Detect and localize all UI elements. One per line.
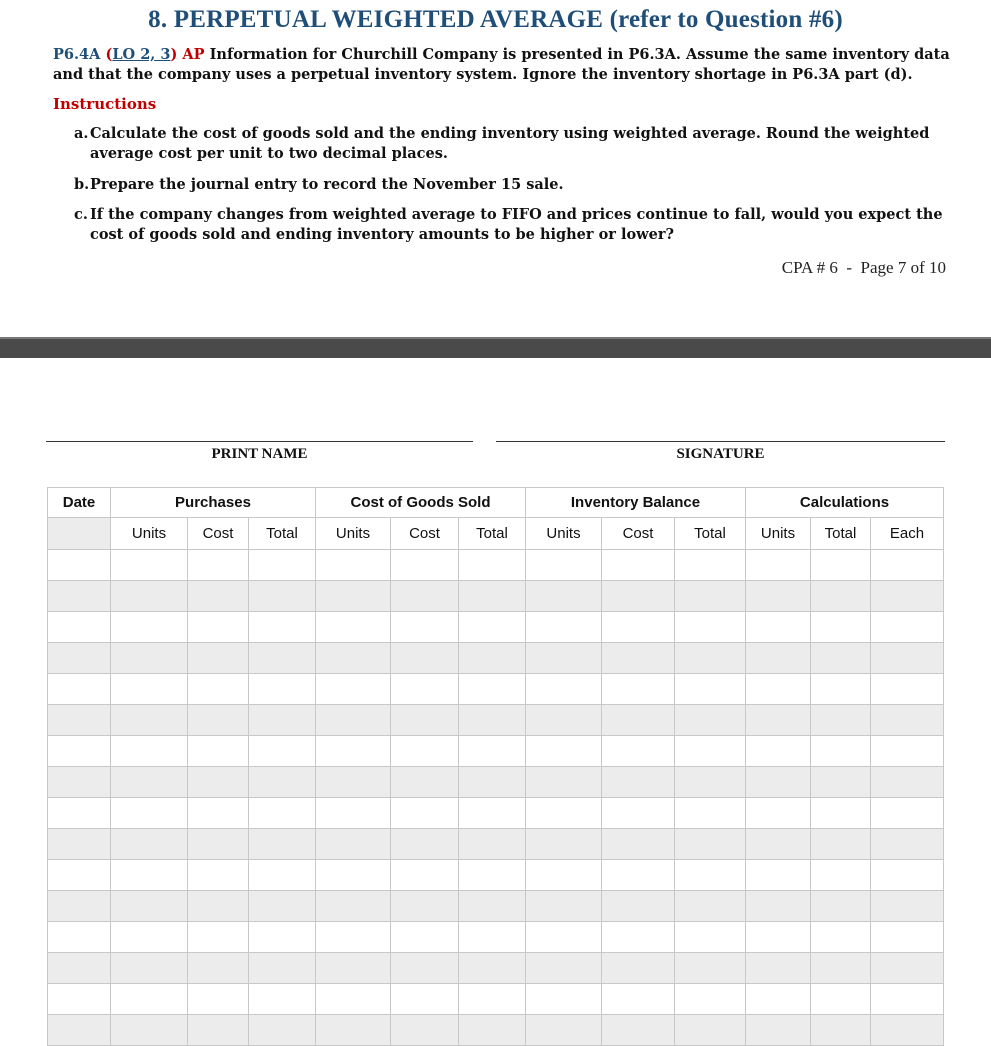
table-cell[interactable]	[249, 612, 316, 643]
table-cell[interactable]	[746, 550, 811, 581]
table-cell[interactable]	[188, 922, 249, 953]
table-cell[interactable]	[391, 643, 459, 674]
table-cell[interactable]	[746, 643, 811, 674]
table-cell[interactable]	[48, 705, 111, 736]
table-cell[interactable]	[811, 829, 871, 860]
page-divider-bar	[0, 337, 991, 358]
table-cell[interactable]	[675, 674, 746, 705]
inventory-total-header: Total	[675, 518, 746, 550]
table-cell[interactable]	[391, 581, 459, 612]
table-cell[interactable]	[249, 550, 316, 581]
table-cell[interactable]	[675, 550, 746, 581]
table-row	[48, 891, 944, 922]
table-cell[interactable]	[316, 550, 391, 581]
table-cell[interactable]	[391, 891, 459, 922]
table-cell[interactable]	[316, 612, 391, 643]
purchases-units-header: Units	[111, 518, 188, 550]
table-cell[interactable]	[526, 550, 602, 581]
table-cell[interactable]	[111, 1015, 188, 1046]
table-cell[interactable]	[602, 1015, 675, 1046]
table-cell[interactable]	[188, 767, 249, 798]
table-cell[interactable]	[459, 674, 526, 705]
inventory-balance-header: Inventory Balance	[526, 488, 746, 518]
table-cell[interactable]	[48, 798, 111, 829]
table-cell[interactable]	[316, 922, 391, 953]
date-header: Date	[48, 488, 111, 518]
table-cell[interactable]	[746, 984, 811, 1015]
table-cell[interactable]	[459, 1015, 526, 1046]
calculations-header: Calculations	[746, 488, 944, 518]
table-cell[interactable]	[316, 829, 391, 860]
table-cell[interactable]	[459, 891, 526, 922]
table-cell[interactable]	[111, 984, 188, 1015]
table-cell[interactable]	[675, 643, 746, 674]
purchases-total-header: Total	[249, 518, 316, 550]
table-cell[interactable]	[249, 736, 316, 767]
table-cell[interactable]	[48, 612, 111, 643]
table-cell[interactable]	[111, 860, 188, 891]
cogs-cost-header: Cost	[391, 518, 459, 550]
signature-label: SIGNATURE	[676, 446, 765, 462]
table-cell[interactable]	[316, 984, 391, 1015]
table-cell[interactable]	[871, 767, 944, 798]
table-cell[interactable]	[746, 953, 811, 984]
inventory-worksheet-table	[47, 487, 944, 1046]
table-cell[interactable]	[459, 922, 526, 953]
table-cell[interactable]	[111, 643, 188, 674]
table-cell[interactable]	[391, 767, 459, 798]
table-cell[interactable]	[675, 1015, 746, 1046]
table-cell[interactable]	[391, 829, 459, 860]
table-cell[interactable]	[316, 891, 391, 922]
calc-units-header: Units	[746, 518, 811, 550]
table-cell[interactable]	[526, 1015, 602, 1046]
table-cell[interactable]	[48, 643, 111, 674]
table-cell[interactable]	[602, 829, 675, 860]
table-cell[interactable]	[811, 550, 871, 581]
table-cell[interactable]	[811, 984, 871, 1015]
table-cell[interactable]	[811, 891, 871, 922]
page-reference: CPA # 6 - Page 7 of 10	[781, 258, 946, 277]
table-cell[interactable]	[391, 953, 459, 984]
table-cell[interactable]	[316, 581, 391, 612]
table-row	[48, 674, 944, 705]
table-cell[interactable]	[602, 581, 675, 612]
table-cell[interactable]	[391, 705, 459, 736]
table-cell[interactable]	[602, 891, 675, 922]
table-row	[48, 829, 944, 860]
table-cell[interactable]	[459, 550, 526, 581]
table-row	[48, 705, 944, 736]
table-cell[interactable]	[391, 674, 459, 705]
table-cell[interactable]	[249, 984, 316, 1015]
table-cell[interactable]	[675, 736, 746, 767]
table-cell[interactable]	[249, 953, 316, 984]
table-cell[interactable]	[526, 860, 602, 891]
table-cell[interactable]	[316, 705, 391, 736]
instruction-item-b	[74, 175, 944, 195]
table-cell[interactable]	[746, 705, 811, 736]
calc-total-header: Total	[811, 518, 871, 550]
table-row	[48, 736, 944, 767]
table-cell[interactable]	[602, 953, 675, 984]
table-cell[interactable]	[249, 922, 316, 953]
item-text: If the company changes from weighted average to FIFO and prices continue to fall, would you expect the cost of goods sold and ending inventory amounts to be higher or lower?	[90, 206, 943, 243]
table-cell[interactable]	[526, 674, 602, 705]
table-cell[interactable]	[526, 798, 602, 829]
table-cell[interactable]	[188, 736, 249, 767]
table-cell[interactable]	[391, 860, 459, 891]
print-name-label: PRINT NAME	[211, 446, 308, 462]
table-cell[interactable]	[249, 798, 316, 829]
table-cell[interactable]	[602, 550, 675, 581]
table-cell[interactable]	[526, 612, 602, 643]
learning-objective[interactable]: (LO 2, 3)	[105, 46, 178, 63]
table-cell[interactable]	[526, 736, 602, 767]
table-cell[interactable]	[249, 860, 316, 891]
table-cell[interactable]	[871, 674, 944, 705]
table-cell[interactable]	[871, 798, 944, 829]
table-row	[48, 581, 944, 612]
table-cell[interactable]	[459, 984, 526, 1015]
table-cell[interactable]	[111, 767, 188, 798]
calc-each-header: Each	[871, 518, 944, 550]
table-row	[48, 922, 944, 953]
table-cell[interactable]	[675, 984, 746, 1015]
table-cell[interactable]	[249, 705, 316, 736]
table-cell[interactable]	[459, 643, 526, 674]
table-cell[interactable]	[459, 767, 526, 798]
table-cell[interactable]	[391, 922, 459, 953]
cogs-units-header: Units	[316, 518, 391, 550]
table-cell[interactable]	[811, 860, 871, 891]
table-cell[interactable]	[602, 798, 675, 829]
table-cell[interactable]	[48, 860, 111, 891]
table-cell[interactable]	[391, 550, 459, 581]
table-cell[interactable]	[48, 829, 111, 860]
table-cell[interactable]	[459, 736, 526, 767]
table-cell[interactable]	[249, 643, 316, 674]
table-cell[interactable]	[675, 829, 746, 860]
table-cell[interactable]	[602, 612, 675, 643]
table-cell[interactable]	[871, 829, 944, 860]
table-cell[interactable]	[249, 581, 316, 612]
table-cell[interactable]	[48, 1015, 111, 1046]
table-cell[interactable]	[811, 798, 871, 829]
table-cell[interactable]	[188, 984, 249, 1015]
table-cell[interactable]	[675, 860, 746, 891]
table-cell[interactable]	[188, 953, 249, 984]
date-subheader-cell	[48, 518, 111, 550]
table-cell[interactable]	[391, 984, 459, 1015]
table-cell[interactable]	[459, 581, 526, 612]
table-cell[interactable]	[316, 736, 391, 767]
table-cell[interactable]	[188, 705, 249, 736]
table-cell[interactable]	[746, 798, 811, 829]
table-row	[48, 798, 944, 829]
signature-line[interactable]	[496, 441, 945, 442]
table-cell[interactable]	[459, 798, 526, 829]
table-cell[interactable]	[188, 860, 249, 891]
table-cell[interactable]	[811, 953, 871, 984]
item-label: b.	[74, 176, 90, 193]
table-cell[interactable]	[871, 891, 944, 922]
table-cell[interactable]	[188, 612, 249, 643]
table-cell[interactable]	[391, 798, 459, 829]
table-cell[interactable]	[746, 922, 811, 953]
inventory-units-header: Units	[526, 518, 602, 550]
table-cell[interactable]	[526, 953, 602, 984]
table-cell[interactable]	[871, 550, 944, 581]
table-row	[48, 643, 944, 674]
instruction-item-c	[74, 205, 944, 245]
table-group-header	[48, 488, 944, 518]
cogs-total-header: Total	[459, 518, 526, 550]
table-cell[interactable]	[811, 1015, 871, 1046]
table-row	[48, 953, 944, 984]
table-cell[interactable]	[316, 643, 391, 674]
table-cell[interactable]	[459, 612, 526, 643]
table-cell[interactable]	[48, 674, 111, 705]
table-cell[interactable]	[316, 953, 391, 984]
table-cell[interactable]	[811, 674, 871, 705]
item-label: a.	[74, 125, 89, 142]
table-cell[interactable]	[526, 984, 602, 1015]
table-cell[interactable]	[811, 705, 871, 736]
table-cell[interactable]	[111, 891, 188, 922]
table-cell[interactable]	[811, 736, 871, 767]
table-cell[interactable]	[675, 612, 746, 643]
table-cell[interactable]	[871, 643, 944, 674]
table-cell[interactable]	[316, 674, 391, 705]
table-cell[interactable]	[249, 767, 316, 798]
table-cell[interactable]	[111, 612, 188, 643]
table-cell[interactable]	[316, 798, 391, 829]
table-cell[interactable]	[871, 1015, 944, 1046]
table-cell[interactable]	[602, 984, 675, 1015]
table-cell[interactable]	[391, 736, 459, 767]
table-cell[interactable]	[675, 581, 746, 612]
table-cell[interactable]	[526, 891, 602, 922]
table-cell[interactable]	[48, 922, 111, 953]
table-cell[interactable]	[316, 767, 391, 798]
table-cell[interactable]	[48, 767, 111, 798]
table-cell[interactable]	[111, 736, 188, 767]
table-cell[interactable]	[48, 550, 111, 581]
table-cell[interactable]	[746, 1015, 811, 1046]
table-cell[interactable]	[48, 984, 111, 1015]
table-cell[interactable]	[526, 922, 602, 953]
table-cell[interactable]	[675, 705, 746, 736]
problem-statement	[53, 45, 953, 85]
table-cell[interactable]	[111, 550, 188, 581]
table-cell[interactable]	[459, 705, 526, 736]
table-cell[interactable]	[111, 674, 188, 705]
table-cell[interactable]	[188, 674, 249, 705]
table-cell[interactable]	[188, 643, 249, 674]
table-cell[interactable]	[526, 829, 602, 860]
table-row	[48, 612, 944, 643]
table-cell[interactable]	[188, 891, 249, 922]
table-cell[interactable]	[249, 1015, 316, 1046]
table-cell[interactable]	[188, 1015, 249, 1046]
table-cell[interactable]	[526, 767, 602, 798]
table-cell[interactable]	[602, 705, 675, 736]
table-cell[interactable]	[746, 860, 811, 891]
inventory-cost-header: Cost	[602, 518, 675, 550]
table-cell[interactable]	[746, 767, 811, 798]
item-label: c.	[74, 206, 88, 223]
table-cell[interactable]	[746, 674, 811, 705]
table-cell[interactable]	[111, 798, 188, 829]
table-cell[interactable]	[459, 829, 526, 860]
item-text: Prepare the journal entry to record the November 15 sale.	[90, 176, 564, 193]
table-cell[interactable]	[188, 829, 249, 860]
table-cell[interactable]	[111, 829, 188, 860]
problem-code: P6.4A	[53, 46, 101, 63]
table-cell[interactable]	[48, 953, 111, 984]
table-cell[interactable]	[111, 581, 188, 612]
table-cell[interactable]	[811, 612, 871, 643]
table-cell[interactable]	[871, 705, 944, 736]
table-cell[interactable]	[48, 581, 111, 612]
table-cell[interactable]	[746, 829, 811, 860]
table-cell[interactable]	[48, 736, 111, 767]
table-cell[interactable]	[249, 829, 316, 860]
table-cell[interactable]	[602, 643, 675, 674]
table-cell[interactable]	[746, 891, 811, 922]
table-cell[interactable]	[811, 767, 871, 798]
purchases-header: Purchases	[111, 488, 316, 518]
table-cell[interactable]	[746, 736, 811, 767]
cogs-header: Cost of Goods Sold	[316, 488, 526, 518]
table-cell[interactable]	[249, 891, 316, 922]
table-cell[interactable]	[871, 612, 944, 643]
table-cell[interactable]	[675, 922, 746, 953]
table-cell[interactable]	[526, 643, 602, 674]
table-cell[interactable]	[602, 674, 675, 705]
instructions-heading: Instructions	[53, 95, 157, 113]
table-row	[48, 860, 944, 891]
table-cell[interactable]	[111, 705, 188, 736]
table-cell[interactable]	[871, 984, 944, 1015]
table-cell[interactable]	[871, 581, 944, 612]
table-cell[interactable]	[111, 922, 188, 953]
table-cell[interactable]	[871, 922, 944, 953]
page-title: 8. PERPETUAL WEIGHTED AVERAGE (refer to Question #6)	[148, 6, 843, 33]
table-cell[interactable]	[746, 612, 811, 643]
table-cell[interactable]	[871, 736, 944, 767]
table-cell[interactable]	[811, 581, 871, 612]
table-subheader-row	[48, 518, 944, 550]
table-cell[interactable]	[871, 860, 944, 891]
table-cell[interactable]	[188, 798, 249, 829]
table-cell[interactable]	[391, 1015, 459, 1046]
table-cell[interactable]	[811, 643, 871, 674]
item-text: Calculate the cost of goods sold and the ending inventory using weighted average. Round the weighted average cost per unit to two decimal places.	[90, 125, 930, 162]
table-cell[interactable]	[391, 612, 459, 643]
table-cell[interactable]	[602, 860, 675, 891]
table-cell[interactable]	[602, 767, 675, 798]
table-cell[interactable]	[459, 860, 526, 891]
table-cell[interactable]	[459, 953, 526, 984]
instruction-item-a	[74, 124, 944, 164]
table-cell[interactable]	[526, 581, 602, 612]
table-row	[48, 767, 944, 798]
table-cell[interactable]	[111, 953, 188, 984]
table-cell[interactable]	[316, 860, 391, 891]
table-cell[interactable]	[602, 736, 675, 767]
table-cell[interactable]	[602, 922, 675, 953]
print-name-line[interactable]	[46, 441, 473, 442]
table-cell[interactable]	[675, 953, 746, 984]
purchases-cost-header: Cost	[188, 518, 249, 550]
table-cell[interactable]	[249, 674, 316, 705]
table-cell[interactable]	[675, 891, 746, 922]
table-cell[interactable]	[48, 891, 111, 922]
table-cell[interactable]	[675, 798, 746, 829]
table-cell[interactable]	[811, 922, 871, 953]
table-row	[48, 984, 944, 1015]
table-cell[interactable]	[188, 550, 249, 581]
table-row	[48, 1015, 944, 1046]
problem-text: Information for Churchill Company is presented in P6.3A. Assume the same inventory data and that the company uses a perpetual inventory system. Ignore the inventory shortage in P6.3A part (d).	[53, 46, 950, 83]
ap-tag: AP	[182, 46, 205, 63]
table-cell[interactable]	[746, 581, 811, 612]
table-cell[interactable]	[675, 767, 746, 798]
table-cell[interactable]	[871, 953, 944, 984]
table-cell[interactable]	[316, 1015, 391, 1046]
table-cell[interactable]	[188, 581, 249, 612]
table-row	[48, 550, 944, 581]
table-cell[interactable]	[526, 705, 602, 736]
